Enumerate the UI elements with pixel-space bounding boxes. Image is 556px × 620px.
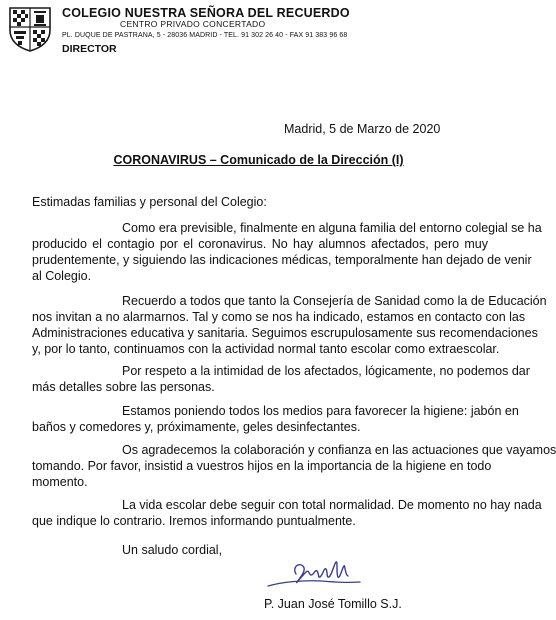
paragraph-contagion xyxy=(32,220,542,284)
paragraph-line: La vida escolar debe seguir con total normalidad. De momento no hay nada xyxy=(122,498,542,512)
school-name: COLEGIO NUESTRA SEÑORA DEL RECUERDO xyxy=(62,6,350,20)
paragraph-authorities xyxy=(32,293,547,357)
paragraph-line: prudentemente, y siguiendo las indicaciones médicas, temporalmente han dejado de venir xyxy=(32,253,532,267)
paragraph-line: al Colegio. xyxy=(32,269,92,283)
paragraph-line: que indique lo contrario. Iremos informando puntualmente. xyxy=(32,514,356,528)
paragraph-line: Administraciones educativa y sanitaria. Seguimos escrupulosamente sus recomendaciones xyxy=(32,326,538,340)
signer-name: P. Juan José Tomillo S.J. xyxy=(264,597,402,611)
school-crest-icon xyxy=(8,6,52,52)
paragraph-line: y, por lo tanto, continuamos con la actividad normal tanto escolar como extraescolar. xyxy=(32,342,500,356)
paragraph-hygiene xyxy=(32,403,519,435)
paragraph-line: más detalles sobre las personas. xyxy=(32,380,215,394)
department-label: DIRECTOR xyxy=(62,43,117,55)
paragraph-line: nos invitan a no alarmarnos. Tal y como se nos ha indicado, estamos en contacto con las xyxy=(32,310,526,324)
closing-greeting: Un saludo cordial, xyxy=(122,543,223,557)
handwritten-signature xyxy=(262,556,366,592)
paragraph-line: Como era previsible, finalmente en alguna familia del entorno colegial se ha xyxy=(122,221,542,235)
paragraph-line: tomando. Por favor, insistid a vuestros hijos en la importancia de la higiene en todo xyxy=(32,459,492,473)
letter-date: Madrid, 5 de Marzo de 2020 xyxy=(284,122,441,136)
paragraph-line: Por respeto a la intimidad de los afectados, lógicamente, no podemos dar xyxy=(122,364,530,378)
paragraph-line: baños y comedores y, próximamente, geles desinfectantes. xyxy=(32,420,361,434)
school-address: PL. DUQUE DE PASTRANA, 5 - 28036 MADRID - TEL. 91 302 26 40 - FAX 91 383 96 68 xyxy=(62,32,348,39)
paragraph-normality xyxy=(32,497,542,529)
paragraph-privacy xyxy=(32,363,530,395)
paragraph-line: Os agradecemos la colaboración y confianza en las actuaciones que vayamos xyxy=(122,443,556,457)
paragraph-thanks xyxy=(32,442,556,490)
school-subtitle: CENTRO PRIVADO CONCERTADO xyxy=(120,19,266,29)
salutation: Estimadas familias y personal del Colegio: xyxy=(32,195,267,209)
letter-title: CORONAVIRUS – Comunicado de la Dirección (I) xyxy=(113,153,404,167)
paragraph-line: momento. xyxy=(32,475,88,489)
paragraph-line: Recuerdo a todos que tanto la Consejería de Sanidad como la de Educación xyxy=(122,294,547,308)
paragraph-line: Estamos poniendo todos los medios para favorecer la higiene: jabón en xyxy=(122,404,519,418)
paragraph-line: producido el contagio por el coronavirus. No hay alumnos afectados, pero muy xyxy=(32,237,488,251)
